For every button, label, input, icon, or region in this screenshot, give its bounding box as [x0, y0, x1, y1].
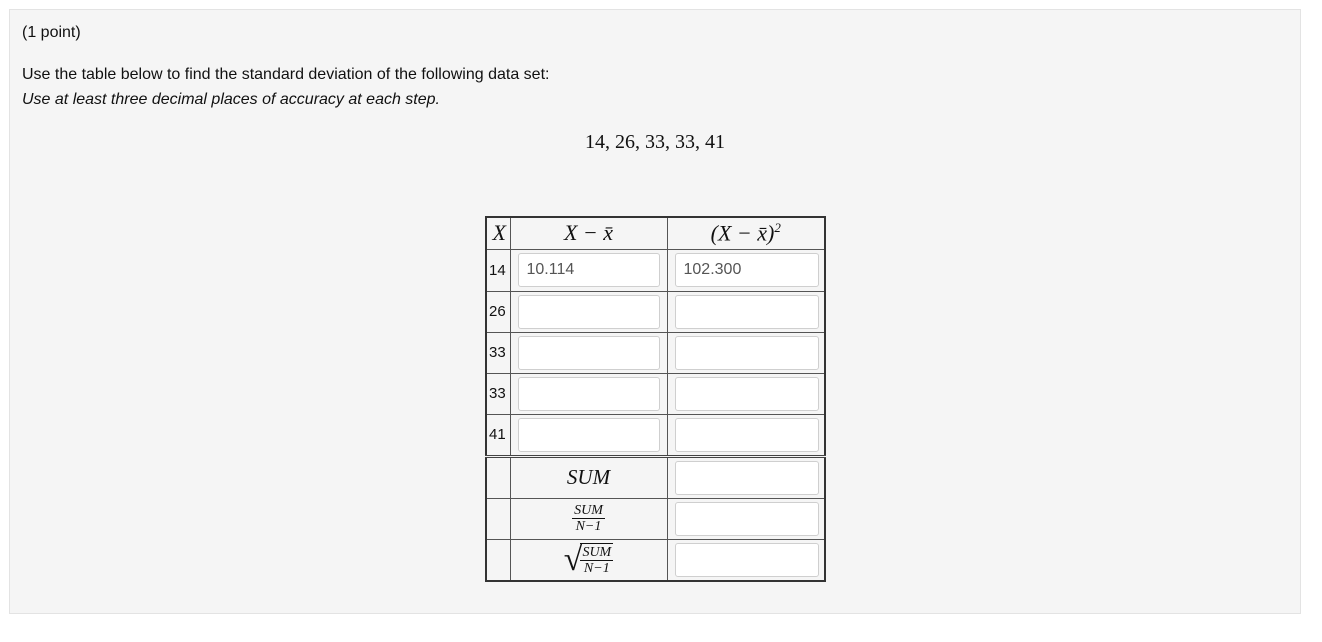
stdev-input[interactable] — [675, 543, 819, 577]
table-header-row — [486, 217, 825, 249]
x-value: 41 — [486, 414, 510, 456]
accuracy-note: Use at least three decimal places of accuracy at each step. — [22, 91, 440, 108]
problem-panel — [9, 9, 1301, 614]
table-row — [486, 373, 825, 414]
fraction-denominator: N−1 — [583, 561, 610, 576]
header-squared-exponent: 2 — [774, 220, 781, 236]
sum-row — [486, 456, 825, 498]
deviation-input[interactable] — [518, 377, 660, 411]
radical-icon: √ — [563, 540, 583, 578]
table-row — [486, 291, 825, 332]
x-value: 33 — [486, 332, 510, 373]
variance-row — [486, 498, 825, 539]
points-label: (1 point) — [22, 24, 81, 41]
variance-input[interactable] — [675, 502, 819, 536]
header-deviation — [510, 217, 667, 249]
instruction-text: Use the table below to find the standard deviation of the following data set: — [22, 66, 550, 83]
fraction-denominator: N−1 — [575, 519, 602, 534]
stdev-row — [486, 539, 825, 581]
header-squared-deviation — [667, 217, 825, 249]
variance-label — [510, 498, 667, 539]
table-row — [486, 414, 825, 456]
sum-input[interactable] — [675, 461, 819, 495]
table-row — [486, 332, 825, 373]
dataset-values: 14, 26, 33, 33, 41 — [585, 131, 725, 153]
header-squared-label: (X − x̄) — [710, 220, 775, 246]
squared-deviation-input[interactable] — [675, 418, 819, 452]
header-x: X — [486, 217, 510, 249]
sum-label: SUM — [510, 456, 667, 498]
squared-deviation-input[interactable] — [675, 377, 819, 411]
fraction-numerator: SUM — [582, 545, 612, 560]
deviation-input[interactable] — [518, 336, 660, 370]
squared-deviation-input[interactable] — [675, 336, 819, 370]
stdev-label — [510, 539, 667, 581]
x-value: 14 — [486, 249, 510, 291]
header-deviation-label: X − x̄ — [563, 220, 614, 246]
x-value: 33 — [486, 373, 510, 414]
stdev-fraction — [580, 543, 613, 576]
variance-fraction — [572, 503, 605, 534]
deviation-input[interactable] — [518, 253, 660, 287]
empty-cell — [486, 456, 510, 498]
std-dev-table — [485, 216, 826, 582]
deviation-input[interactable] — [518, 295, 660, 329]
fraction-numerator: SUM — [574, 503, 603, 518]
squared-deviation-input[interactable] — [675, 295, 819, 329]
deviation-input[interactable] — [518, 418, 660, 452]
table-row — [486, 249, 825, 291]
empty-cell — [486, 498, 510, 539]
squared-deviation-input[interactable] — [675, 253, 819, 287]
empty-cell — [486, 539, 510, 581]
x-value: 26 — [486, 291, 510, 332]
square-root-expression — [563, 540, 613, 578]
